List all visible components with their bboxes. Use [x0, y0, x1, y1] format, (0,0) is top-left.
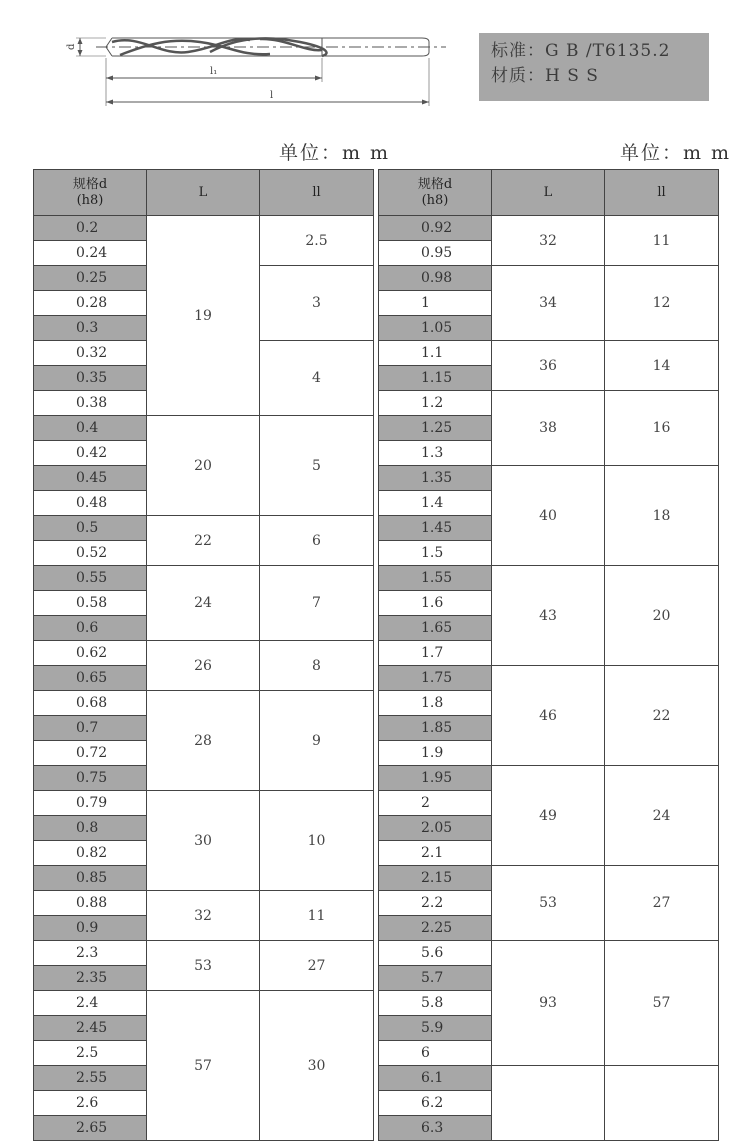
table-row [379, 866, 719, 891]
flute-length-cell: 14 [605, 341, 719, 391]
diameter-cell: 1.95 [379, 766, 492, 791]
total-length-cell: 24 [147, 566, 260, 641]
diameter-cell: 0.2 [34, 216, 147, 241]
drill-drawing [60, 22, 460, 114]
diameter-cell: 0.24 [34, 241, 147, 266]
diameter-cell: 0.85 [34, 866, 147, 891]
total-length-cell: 40 [492, 466, 605, 566]
total-length-cell: 19 [147, 216, 260, 416]
diameter-cell: 0.65 [34, 666, 147, 691]
diameter-cell: 1.45 [379, 516, 492, 541]
table-row [379, 566, 719, 591]
flute-length-cell: 11 [605, 216, 719, 266]
diameter-cell: 1.5 [379, 541, 492, 566]
diameter-cell: 0.38 [34, 391, 147, 416]
flute-length-cell: 27 [605, 866, 719, 941]
diameter-cell: 0.6 [34, 616, 147, 641]
diameter-cell: 2.65 [34, 1116, 147, 1141]
diameter-cell: 1.6 [379, 591, 492, 616]
diameter-cell: 1.85 [379, 716, 492, 741]
total-length-cell: 57 [147, 991, 260, 1141]
diameter-cell: 1 [379, 291, 492, 316]
header-diameter-line1: 规格d [417, 176, 453, 192]
header-diameter-line2: (h8) [76, 192, 104, 208]
table-row [34, 566, 374, 591]
diameter-cell: 1.15 [379, 366, 492, 391]
diameter-cell: 0.5 [34, 516, 147, 541]
table-row [379, 466, 719, 491]
diameter-cell: 6.2 [379, 1091, 492, 1116]
diameter-cell: 2.6 [34, 1091, 147, 1116]
diameter-cell: 0.35 [34, 366, 147, 391]
table-row [34, 791, 374, 816]
l1-label: l₁ [210, 66, 218, 77]
flute-length-cell [605, 1066, 719, 1141]
table-row [34, 216, 374, 241]
diameter-cell: 0.4 [34, 416, 147, 441]
diameter-cell: 1.9 [379, 741, 492, 766]
total-length-cell: 49 [492, 766, 605, 866]
flute-length-cell: 57 [605, 941, 719, 1066]
diameter-cell: 0.9 [34, 916, 147, 941]
diameter-cell: 6.1 [379, 1066, 492, 1091]
flute-length-cell: 24 [605, 766, 719, 866]
flute-length-cell: 5 [260, 416, 374, 516]
diameter-cell: 2.2 [379, 891, 492, 916]
material-text: 材质：H S S [491, 66, 599, 86]
total-length-cell: 53 [492, 866, 605, 941]
diameter-cell: 6 [379, 1041, 492, 1066]
total-length-cell: 93 [492, 941, 605, 1066]
diameter-cell: 0.25 [34, 266, 147, 291]
table-row [34, 641, 374, 666]
total-length-cell: 43 [492, 566, 605, 666]
diameter-cell: 1.1 [379, 341, 492, 366]
diameter-cell: 0.62 [34, 641, 147, 666]
diameter-cell: 1.65 [379, 616, 492, 641]
header-total-length: L [147, 170, 260, 216]
diameter-cell: 0.8 [34, 816, 147, 841]
table-row [379, 216, 719, 241]
total-length-cell: 34 [492, 266, 605, 341]
diameter-cell: 1.7 [379, 641, 492, 666]
diameter-cell: 2 [379, 791, 492, 816]
diameter-cell: 5.9 [379, 1016, 492, 1041]
diameter-cell: 1.75 [379, 666, 492, 691]
header-total-length: L [492, 170, 605, 216]
flute-length-cell: 6 [260, 516, 374, 566]
diameter-cell: 0.3 [34, 316, 147, 341]
flute-length-cell: 8 [260, 641, 374, 691]
header-flute-length: ll [260, 170, 374, 216]
diameter-cell: 2.25 [379, 916, 492, 941]
total-length-cell: 32 [147, 891, 260, 941]
diameter-cell: 0.58 [34, 591, 147, 616]
diameter-cell: 0.32 [34, 341, 147, 366]
flute-length-cell: 22 [605, 666, 719, 766]
diameter-cell: 0.45 [34, 466, 147, 491]
total-length-cell: 30 [147, 791, 260, 891]
diameter-cell: 0.55 [34, 566, 147, 591]
l-label: l [270, 90, 274, 101]
flute-length-cell: 10 [260, 791, 374, 891]
diameter-cell: 0.28 [34, 291, 147, 316]
flute-length-cell: 18 [605, 466, 719, 566]
table-row [379, 1066, 719, 1091]
table-row [34, 991, 374, 1016]
diameter-cell: 0.68 [34, 691, 147, 716]
table-row [379, 341, 719, 366]
table-row [34, 941, 374, 966]
table-row [34, 516, 374, 541]
diameter-cell: 5.8 [379, 991, 492, 1016]
diameter-cell: 1.55 [379, 566, 492, 591]
diameter-cell: 1.05 [379, 316, 492, 341]
diameter-cell: 2.55 [34, 1066, 147, 1091]
diameter-cell: 2.3 [34, 941, 147, 966]
flute-length-cell: 3 [260, 266, 374, 341]
header-diameter-line1: 规格d [72, 176, 108, 192]
total-length-cell: 46 [492, 666, 605, 766]
diameter-cell: 2.5 [34, 1041, 147, 1066]
table-row [379, 266, 719, 291]
flute-length-cell: 30 [260, 991, 374, 1141]
flute-length-cell: 20 [605, 566, 719, 666]
diameter-cell: 0.88 [34, 891, 147, 916]
flute-length-cell: 12 [605, 266, 719, 341]
diameter-cell: 2.4 [34, 991, 147, 1016]
flute-length-cell: 16 [605, 391, 719, 466]
diameter-cell: 2.05 [379, 816, 492, 841]
total-length-cell: 32 [492, 216, 605, 266]
flute-length-cell: 7 [260, 566, 374, 641]
flute-length-cell: 27 [260, 941, 374, 991]
diameter-cell: 0.79 [34, 791, 147, 816]
diameter-cell: 2.1 [379, 841, 492, 866]
spec-table-left [33, 169, 374, 1141]
diameter-cell: 6.3 [379, 1116, 492, 1141]
diameter-cell: 5.6 [379, 941, 492, 966]
diameter-cell: 1.4 [379, 491, 492, 516]
flute-length-cell: 4 [260, 341, 374, 416]
standard-text: 标准：G B /T6135.2 [491, 41, 671, 61]
total-length-cell: 38 [492, 391, 605, 466]
total-length-cell: 20 [147, 416, 260, 516]
total-length-cell: 26 [147, 641, 260, 691]
diameter-cell: 0.82 [34, 841, 147, 866]
total-length-cell: 53 [147, 941, 260, 991]
diameter-cell: 5.7 [379, 966, 492, 991]
d-label: d [66, 43, 77, 50]
spec-box [479, 33, 709, 101]
table-row [379, 666, 719, 691]
unit-label-left: 单位：m m [279, 142, 391, 164]
diameter-cell: 2.15 [379, 866, 492, 891]
header-flute-length: ll [605, 170, 719, 216]
diameter-cell: 0.72 [34, 741, 147, 766]
header-diameter [34, 170, 147, 216]
diameter-cell: 0.42 [34, 441, 147, 466]
total-length-cell [492, 1066, 605, 1141]
diameter-cell: 1.25 [379, 416, 492, 441]
diameter-cell: 0.48 [34, 491, 147, 516]
flute-length-cell: 9 [260, 691, 374, 791]
table-row [34, 891, 374, 916]
diameter-cell: 0.92 [379, 216, 492, 241]
diameter-cell: 0.98 [379, 266, 492, 291]
table-row [34, 416, 374, 441]
flute-length-cell: 2.5 [260, 216, 374, 266]
flute-length-cell: 11 [260, 891, 374, 941]
table-row [379, 391, 719, 416]
total-length-cell: 22 [147, 516, 260, 566]
diameter-cell: 1.3 [379, 441, 492, 466]
unit-label-right: 单位：m m [620, 142, 732, 164]
diameter-cell: 1.35 [379, 466, 492, 491]
total-length-cell: 28 [147, 691, 260, 791]
diameter-cell: 0.95 [379, 241, 492, 266]
diameter-cell: 1.2 [379, 391, 492, 416]
diameter-cell: 0.52 [34, 541, 147, 566]
table-row [379, 941, 719, 966]
header-diameter-line2: (h8) [421, 192, 449, 208]
spec-table-right [378, 169, 719, 1141]
table-row [34, 691, 374, 716]
diameter-cell: 2.45 [34, 1016, 147, 1041]
diameter-cell: 2.35 [34, 966, 147, 991]
diameter-cell: 0.7 [34, 716, 147, 741]
total-length-cell: 36 [492, 341, 605, 391]
table-row [379, 766, 719, 791]
diameter-cell: 0.75 [34, 766, 147, 791]
header-diameter [379, 170, 492, 216]
diameter-cell: 1.8 [379, 691, 492, 716]
